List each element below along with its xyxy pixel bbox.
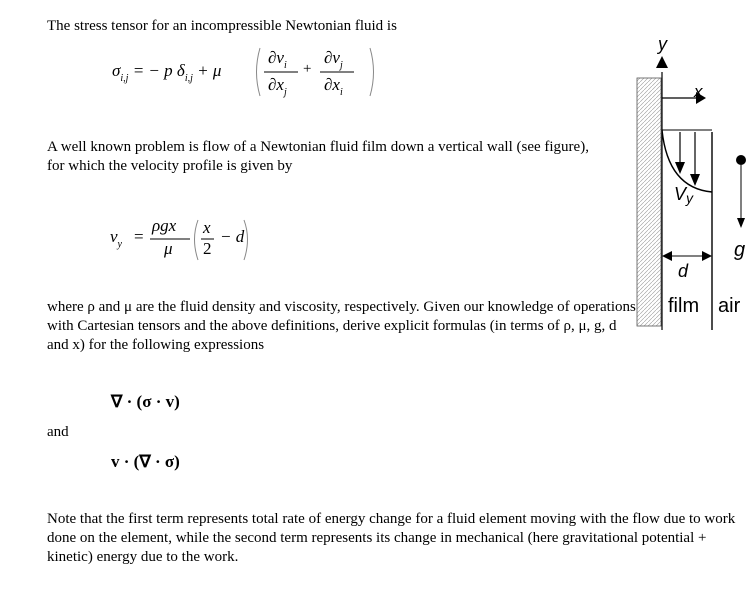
intro-text: The stress tensor for an incompressible Newtonian fluid is <box>47 18 397 34</box>
minus-d: − d <box>220 227 245 246</box>
film-flow-figure <box>620 30 754 340</box>
y-axis-arrowhead <box>656 56 668 68</box>
mu-term: + μ <box>197 61 222 80</box>
sigma-symbol: σ <box>112 61 121 80</box>
fraction1-numerator: $\partial v_i$ <box>268 48 287 71</box>
where-text: where ρ and μ are the fluid density and viscosity, respectively. Given our knowledge of operations with Cartesian tensors and the above definitions, derive explicit formulas (in terms of ρ, μ, g, d and x) for the following expressions <box>47 299 636 353</box>
d-arrowhead-right <box>702 251 712 261</box>
problem-text: A well known problem is flow of a Newtonian fluid film down a vertical wall (see figure), for which the velocity profile is given by <box>47 139 589 174</box>
g-label: g <box>734 239 746 261</box>
d-label: d <box>678 261 689 281</box>
velocity-fraction-lines <box>110 212 270 268</box>
note-text: Note that the first term represents total rate of energy change for a fluid element moving with the flow due to work done on the element, while the second term represents its change in mechanical (here gravitational potential + kinetic) energy due to the work. <box>47 511 736 565</box>
air-label: air <box>718 295 741 317</box>
film-label: film <box>668 295 700 317</box>
velocity-numerator: ρgx <box>152 216 177 235</box>
velocity-equation <box>110 212 270 268</box>
d-arrowhead-left <box>662 251 672 261</box>
delta-subscript: i,j <box>184 73 193 84</box>
and-text: and <box>47 424 69 440</box>
wall-hatched <box>637 78 661 326</box>
expression-divergence-sigma-v: ∇ · (σ · v) <box>111 392 180 411</box>
vy-label: Vy <box>674 184 694 206</box>
vy-symbol: $v_y$ <box>110 227 122 250</box>
fraction2-denominator: $\partial x_i$ <box>324 75 343 98</box>
plus-sign: + <box>303 61 312 77</box>
velocity-denominator: μ <box>164 239 173 258</box>
inner-numerator: x <box>203 218 211 237</box>
x-axis-label: x <box>694 82 703 101</box>
gravity-arrowhead <box>737 218 745 228</box>
sigma-subscript: i,j <box>120 73 129 84</box>
pressure-term: = − p δ <box>132 61 185 80</box>
gravity-dot <box>736 155 746 165</box>
fraction1-denominator: $\partial x_j$ <box>268 75 287 98</box>
fraction2-numerator: $\partial v_j$ <box>324 48 343 71</box>
equals-sign: = <box>134 227 144 246</box>
expression-v-divergence-sigma: v · (∇ · σ) <box>111 452 180 471</box>
y-axis-label: y <box>658 34 667 54</box>
inner-denominator: 2 <box>203 239 212 258</box>
velocity-profile-curve <box>662 130 712 192</box>
velocity-arrowhead-2 <box>690 174 700 186</box>
